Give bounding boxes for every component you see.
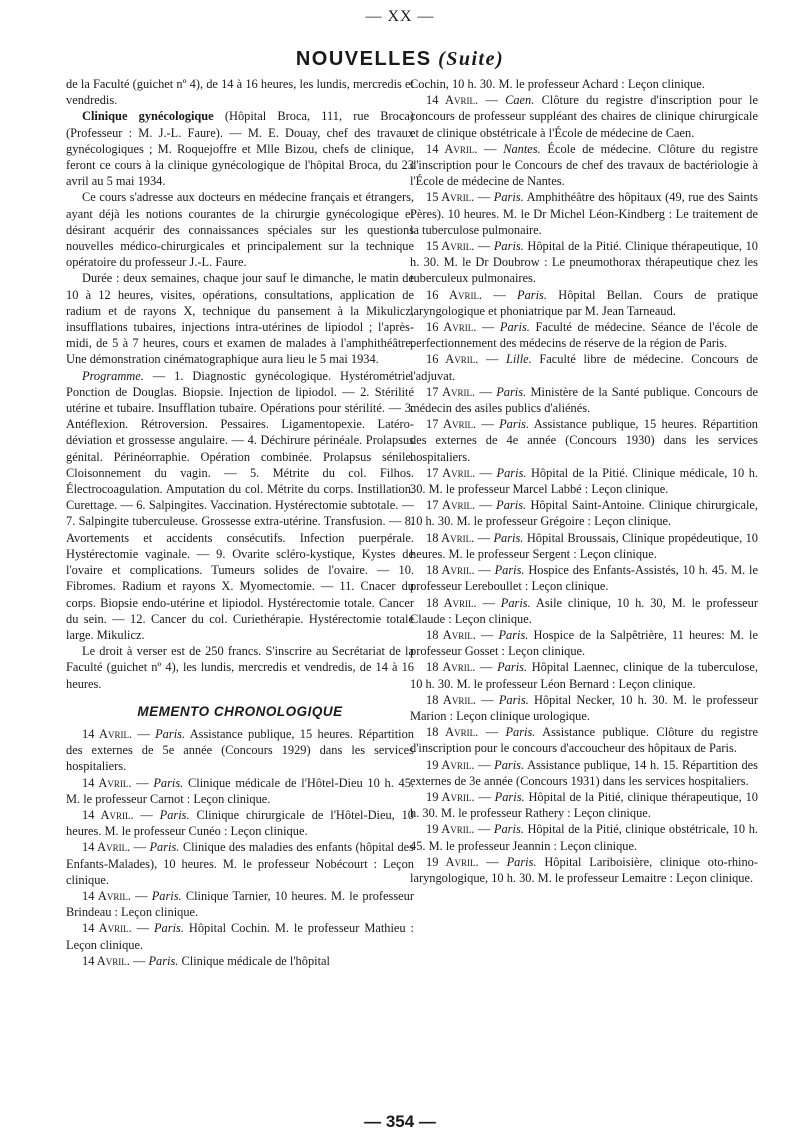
memento-entry: 19 Avril. — Paris. Hôpital Lariboisière, clinique oto-rhino-laryngologique, 10 h. 30. M. le professeur Lemaitre : Leçon clinique. xyxy=(410,854,758,885)
memento-entry: 17 Avril. — Paris. Hôpital Saint-Antoine. Clinique chirurgicale, 10 h. 30. M. le professeur Grégoire : Leçon clinique. xyxy=(410,498,758,529)
entry-city: Paris. xyxy=(498,692,529,707)
entry-text: Ministère de la Santé publique. Concours de médecin des asiles publics d'aliénés. xyxy=(410,384,758,416)
entry-date: 18 Avril. xyxy=(426,530,475,545)
entry-text: Hôpital Necker, 10 h. 30. M. le professeur Marion : Leçon clinique urologique. xyxy=(410,692,758,723)
entry-text: Hospice de la Salpêtrière, 11 heures: M. le professeur Gosset : Leçon clinique. xyxy=(410,627,758,659)
memento-entry: 19 Avril. — Paris. Hôpital de la Pitié, clinique obstétricale, 10 h. 45. M. le professeur Jeannin : Leçon clinique. xyxy=(410,822,758,853)
entry-text: Amphithéâtre des hôpitaux (49, rue des Saints Pères). 10 heures. M. le Dr Michel Léon-Kindberg : Le traitement de la tuberculose pulmonaire. xyxy=(410,190,759,237)
memento-entry: 14 Avril. — Paris. Hôpital Cochin. M. le professeur Mathieu : Leçon clinique. xyxy=(66,921,414,952)
entry-city: Paris. xyxy=(494,563,525,578)
memento-entry: 15 Avril. — Paris. Hôpital de la Pitié. Clinique thérapeutique, 10 h. 30. M. le Dr Doubrow : Le pneumothorax thérapeutique chez les tuberculeux pulmonaires. xyxy=(410,239,758,286)
entry-text: Hôpital Laennec, clinique de la tuberculose, 10 h. 30. M. le professeur Léon Bernard : Leçon clinique. xyxy=(410,660,758,691)
entry-date: 14 Avril. xyxy=(82,921,132,936)
entry-city: Paris. xyxy=(505,725,536,740)
entry-city: Paris. xyxy=(155,726,186,741)
intro-paragraph: de la Faculté (guichet nº 4), de 14 à 16 heures, les lundis, mercredis et vendredis. xyxy=(66,77,414,108)
entry-city: Paris. xyxy=(153,775,184,790)
entry-city: Paris. xyxy=(493,530,524,545)
entry-city: Paris. xyxy=(149,840,180,855)
entry-text: Assistance publique, 15 heures. Répartition des externes de 4e année (Concours 1930) dans les services hospitaliers. xyxy=(410,417,758,464)
entry-city: Nantes. xyxy=(503,141,541,156)
entry-text: Hôpital de la Pitié, clinique obstétricale, 10 h. 45. M. le professeur Jeannin : Leçon clinique. xyxy=(410,822,758,853)
entry-text: Clinique des maladies des enfants (hôpital des Enfants-Malades), 10 heures. M. le professeur Nobécourt : Leçon clinique. xyxy=(66,840,414,887)
programme-label: Programme. xyxy=(82,368,144,383)
memento-entry: 14 Avril. — Paris. Clinique Tarnier, 10 heures. M. le professeur Brindeau : Leçon clinique. xyxy=(66,888,414,920)
entry-city: Paris. xyxy=(159,807,190,822)
memento-entry: 18 Avril. — Paris. Hôpital Broussais, Clinique propédeutique, 10 heures. M. le professeur Sergent : Leçon clinique. xyxy=(410,530,759,561)
entry-city: Paris. xyxy=(499,417,530,432)
clinique-text: (Hôpital Broca, 111, rue Broca) (Professeur : M. J.-L. Faure). — M. E. Douay, chef des travaux gynécologiques ; M. Roquejoffre et Mlle Bizou, chefs de clinique, feront ce cours à la clinique gynécologique de l'hôpital Broca, du 23 avril au 5 mai 1934. xyxy=(66,109,414,189)
entry-text: Assistance publique, 14 h. 15. Répartition des externes de 3e année (Concours 1931) dans les services hospitaliers. xyxy=(410,757,758,788)
page-number: — 354 — xyxy=(364,1112,436,1131)
entry-text: Hôpital de la Pitié. Clinique thérapeutique, 10 h. 30. M. le Dr Doubrow : Le pneumothorax thérapeutique chez les tuberculeux pulmonaires. xyxy=(410,239,758,286)
entry-date: 17 Avril. xyxy=(426,417,477,432)
entry-date: 18 Avril. xyxy=(426,595,477,610)
entry-city: Paris. xyxy=(496,465,527,480)
entry-date: 14 Avril. xyxy=(82,726,133,741)
continuation-paragraph: Cochin, 10 h. 30. M. le professeur Achard : Leçon clinique. xyxy=(410,77,705,91)
entry-text: Clôture du registre d'inscription pour le concours de professeur suppléant des chaires de clinique chirurgicale et de clinique obstétricale à l'École de médecine de Caen. xyxy=(410,93,758,140)
memento-entry: 18 Avril. — Paris. Asile clinique, 10 h. 30, M. le professeur Claude : Leçon clinique. xyxy=(410,595,758,626)
entry-date: 19 Avril. xyxy=(426,822,475,837)
entry-text: Hôpital Lariboisière, clinique oto-rhino-laryngologique, 10 h. 30. M. le professeur Lemaitre : Leçon clinique. xyxy=(410,854,758,885)
duration-paragraph: Durée : deux semaines, chaque jour sauf le dimanche, le matin de 10 à 12 heures, visites, opérations, consultations, application de radium et de rayons X, technique du pansement à la Mikulicz, insufflations tubaires, injections intra-utérines de lipiodol ; l'après-midi, de 5 à 7 heures, cours et examen de malades à l'amphithéâtre. Une démonstration cinématographique aura lieu le 5 mai 1934. xyxy=(66,271,414,367)
clinique-paragraph xyxy=(66,108,414,189)
memento-entry: 19 Avril. — Paris. Assistance publique, 14 h. 15. Répartition des externes de 3e année (Concours 1931) dans les services hospitaliers. xyxy=(410,757,758,788)
entry-city: Paris. xyxy=(496,384,527,399)
entry-date: 19 Avril. xyxy=(426,789,475,804)
entry-date: 19 Avril. xyxy=(426,757,475,772)
page-title-suite: (Suite) xyxy=(438,48,505,70)
entry-date: 15 Avril. xyxy=(426,190,475,205)
entry-text: Faculté de médecine. Séance de l'école de perfectionnement des médecins de réserve de la région de Paris. xyxy=(410,320,758,351)
entry-text: Faculté libre de médecine. Concours de l'adjuvat. xyxy=(410,352,758,383)
entry-date: 14 Avril. xyxy=(426,141,478,156)
left-column xyxy=(66,76,414,969)
entry-date: 15 Avril. xyxy=(426,239,475,254)
entry-date: 18 Avril. xyxy=(426,627,476,642)
entry-city: Paris. xyxy=(153,921,184,936)
entry-text: École de médecine. Clôture du registre d'inscription pour le Concours de chef des travaux de bactériologie à l'École de médecine de Nantes. xyxy=(410,141,758,189)
memento-entry: 18 Avril. — Paris. Assistance publique. Clôture du registre d'inscription pour le concours d'accoucheur des hôpitaux de Paris. xyxy=(410,725,758,756)
entry-date: 18 Avril. xyxy=(426,660,476,675)
clinique-title: Clinique gynécologique xyxy=(82,109,214,124)
entry-text: Asile clinique, 10 h. 30, M. le professeur Claude : Leçon clinique. xyxy=(410,595,758,626)
entry-date: 14 Avril. xyxy=(82,953,130,968)
memento-entry: 16 Avril. — Lille. Faculté libre de médecine. Concours de l'adjuvat. xyxy=(410,352,758,383)
right-column xyxy=(410,76,758,886)
entry-date: 18 Avril. xyxy=(426,563,475,578)
entry-date: 14 Avril. xyxy=(82,888,131,903)
entry-date: 17 Avril. xyxy=(426,384,476,399)
entry-date: 14 Avril. xyxy=(426,93,479,108)
entry-city: Paris. xyxy=(148,953,179,968)
memento-entry: 14 Avril. — Paris. Clinique des maladies des enfants (hôpital des Enfants-Malades), 10 heures. M. le professeur Nobécourt : Leçon clinique. xyxy=(66,840,414,887)
entry-text: Clinique médicale de l'hôpital xyxy=(178,953,330,968)
entry-date: 17 Avril. xyxy=(426,465,476,480)
entry-text: Assistance publique. Clôture du registre d'inscription pour le concours d'accoucheur des hôpitaux de Paris. xyxy=(410,725,758,756)
memento-entry: 18 Avril. — Paris. Hospice des Enfants-Assistés, 10 h. 45. M. le professeur Lereboullet : Leçon clinique. xyxy=(410,563,758,594)
entry-city: Paris. xyxy=(500,595,531,610)
entry-city: Paris. xyxy=(517,287,547,302)
programme-text: — 1. Diagnostic gynécologique. Hystérométrie. Ponction de Douglas. Biopsie. Injection de lipiodol. — 2. Stérilité utérine et tubaire. Insufflation tubaire. Opérations pour stérilité. — 3. Antéflexion. Rétroversion. Pessaires. Ligamentopexie. Latéro-déviation et grossesse angulaire. — 4. Déchirure périnéale. Prolapsus génital. Périnéorraphie. Opération combinée. Prolapsus sénile. Cloisonnement du vagin. — 5. Métrite du col. Filhos. Électrocoagulation. Amputation du col. Métrite du corps. Instillation. Curettage. — 6. Salpingites. Vaccination. Hystérectomie subtotale. — 7. Salpingite tuberculeuse. Grossesse extra-utérine. Transfusion. — 8. Avortements et accidents consécutifs. Infection puerpérale. Hystérectomie vaginale. — 9. Ovarite scléro-kystique, Kystes de l'ovaire et complications. Tumeurs solides de l'ovaire. — 10. Fibromes. Radium et rayons X. Myomectomie. — 11. Cnacer du corps. Biopsie endo-utérine et lipiodol. Hystérectomie totale. Cancer du sein. — 12. Cancer du col. Curiethérapie. Hystérectomie totale large. Mikulicz. xyxy=(66,368,414,642)
entry-city: Paris. xyxy=(499,320,530,335)
programme-paragraph xyxy=(66,368,414,643)
memento-entry: 14 Avril. — Caen. Clôture du registre d'inscription pour le concours de professeur suppléant des chaires de clinique chirurgicale et de clinique obstétricale à l'École de médecine de Caen. xyxy=(410,93,758,140)
memento-entry: 14 Avril. — Paris. Clinique médicale de l'hôpital xyxy=(82,953,330,968)
memento-entries-right xyxy=(410,92,758,886)
memento-heading: MEMENTO CHRONOLOGIQUE xyxy=(137,703,343,719)
entry-text: Hôpital Saint-Antoine. Clinique chirurgicale, 10 h. 30. M. le professeur Grégoire : Leçon clinique. xyxy=(410,498,758,529)
page-title xyxy=(0,48,800,71)
entry-date: 16 Avril. xyxy=(426,320,477,335)
memento-entry: 17 Avril. — Paris. Hôpital de la Pitié. Clinique médicale, 10 h. 30. M. le professeur Marcel Labbé : Leçon clinique. xyxy=(410,465,758,497)
entry-text: Hôpital de la Pitié. Clinique médicale, 10 h. 30. M. le professeur Marcel Labbé : Leçon clinique. xyxy=(410,465,758,497)
page-number-roman: — XX — xyxy=(365,8,435,25)
memento-entry: 18 Avril. — Paris. Hôpital Necker, 10 h. 30. M. le professeur Marion : Leçon clinique urologique. xyxy=(410,692,758,723)
memento-entry: 19 Avril. — Paris. Hôpital de la Pitié, clinique thérapeutique, 10 h. 30. M. le professeur Rathery : Leçon clinique. xyxy=(410,789,758,821)
memento-entry: 15 Avril. — Paris. Amphithéâtre des hôpitaux (49, rue des Saints Pères). 10 heures. M. le Dr Michel Léon-Kindberg : Le traitement de la tuberculose pulmonaire. xyxy=(410,190,759,237)
entry-date: 16 Avril. xyxy=(426,287,483,302)
entry-city: Lille. xyxy=(505,352,532,367)
entry-text: Assistance publique, 15 heures. Répartition des externes de 5e année (Concours 1929) dans les services hospitaliers. xyxy=(66,726,414,774)
memento-entry: 16 Avril. — Paris. Faculté de médecine. Séance de l'école de perfectionnement des médecins de réserve de la région de Paris. xyxy=(410,320,758,351)
entry-text: Clinique Tarnier, 10 heures. M. le professeur Brindeau : Leçon clinique. xyxy=(66,888,414,920)
entry-city: Paris. xyxy=(493,190,524,205)
entry-date: 14 Avril. xyxy=(82,840,131,855)
entry-city: Paris. xyxy=(506,854,537,869)
entry-city: Paris. xyxy=(498,627,529,642)
memento-entry: 16 Avril. — Paris. Hôpital Bellan. Cours de pratique laryngologique et phoniatrique par M. Jean Tarneaud. xyxy=(410,287,758,318)
entry-city: Paris. xyxy=(496,498,527,513)
memento-entry: 17 Avril. — Paris. Ministère de la Santé publique. Concours de médecin des asiles publics d'aliénés. xyxy=(410,384,758,416)
entry-text: Hôpital Cochin. M. le professeur Mathieu : Leçon clinique. xyxy=(66,921,414,952)
entry-city: Caen. xyxy=(505,93,535,108)
memento-entry: 14 Avril. — Paris. Clinique chirurgicale de l'Hôtel-Dieu, 10 heures. M. le professeur Cunéo : Leçon clinique. xyxy=(66,807,414,839)
entry-text: Clinique chirurgicale de l'Hôtel-Dieu, 10 heures. M. le professeur Cunéo : Leçon clinique. xyxy=(66,807,414,839)
entry-text: Hôpital Broussais, Clinique propédeutique, 10 heures. M. le professeur Sergent : Leçon clinique. xyxy=(410,530,759,561)
page-title-main: NOUVELLES xyxy=(295,48,432,70)
fee-paragraph: Le droit à verser est de 250 francs. S'inscrire au Secrétariat de la Faculté (guichet nº 4), les lundis, mercredis et vendredis, de 14 à 16 heures. xyxy=(66,644,414,691)
entry-text: Hôpital de la Pitié, clinique thérapeutique, 10 h. 30. M. le professeur Rathery : Leçon clinique. xyxy=(410,789,758,821)
entry-date: 19 Avril. xyxy=(426,854,479,869)
memento-entry: 18 Avril. — Paris. Hospice de la Salpêtrière, 11 heures: M. le professeur Gosset : Leçon clinique. xyxy=(410,627,758,659)
entry-text: Hospice des Enfants-Assistés, 10 h. 45. M. le professeur Lereboullet : Leçon clinique. xyxy=(410,563,758,594)
memento-entry: 14 Avril. — Nantes. École de médecine. Clôture du registre d'inscription pour le Concours de chef des travaux de bactériologie à l'École de médecine de Nantes. xyxy=(410,141,758,189)
entry-date: 14 Avril. xyxy=(82,775,132,790)
memento-entry: 14 Avril. — Paris. Assistance publique, 15 heures. Répartition des externes de 5e année (Concours 1929) dans les services hospitaliers. xyxy=(66,726,414,774)
entry-city: Paris. xyxy=(494,757,525,772)
entry-text: Hôpital Bellan. Cours de pratique laryngologique et phoniatrique par M. Jean Tarneaud. xyxy=(410,287,758,318)
entry-date: 17 Avril. xyxy=(426,498,476,513)
memento-entry: 18 Avril. — Paris. Hôpital Laennec, clinique de la tuberculose, 10 h. 30. M. le professeur Léon Bernard : Leçon clinique. xyxy=(410,660,758,691)
memento-entry: 17 Avril. — Paris. Assistance publique, 15 heures. Répartition des externes de 4e année (Concours 1930) dans les services hospitaliers. xyxy=(410,417,758,464)
entry-city: Paris. xyxy=(493,239,524,254)
audience-paragraph: Ce cours s'adresse aux docteurs en médecine français et étrangers, ayant déjà les notions courantes de la chirurgie gynécologique et désirant acquérir des connaissances spéciales sur les questions nouvelles médico-chirurgicales et principalement sur la technique opératoire du professeur J.-L. Faure. xyxy=(66,190,414,270)
entry-date: 18 Avril. xyxy=(426,692,476,707)
entry-date: 14 Avril. xyxy=(82,807,134,822)
entry-text: Clinique médicale de l'Hôtel-Dieu 10 h. 45. M. le professeur Carnot : Leçon clinique. xyxy=(66,775,415,806)
entry-city: Paris. xyxy=(151,888,182,903)
entry-city: Paris. xyxy=(497,660,528,675)
memento-entries-left xyxy=(66,726,414,969)
entry-date: 16 Avril. xyxy=(426,352,479,367)
memento-entry: 14 Avril. — Paris. Clinique médicale de l'Hôtel-Dieu 10 h. 45. M. le professeur Carnot : Leçon clinique. xyxy=(66,775,415,806)
entry-city: Paris. xyxy=(494,789,525,804)
entry-date: 18 Avril. xyxy=(426,725,479,740)
entry-city: Paris. xyxy=(493,822,524,837)
